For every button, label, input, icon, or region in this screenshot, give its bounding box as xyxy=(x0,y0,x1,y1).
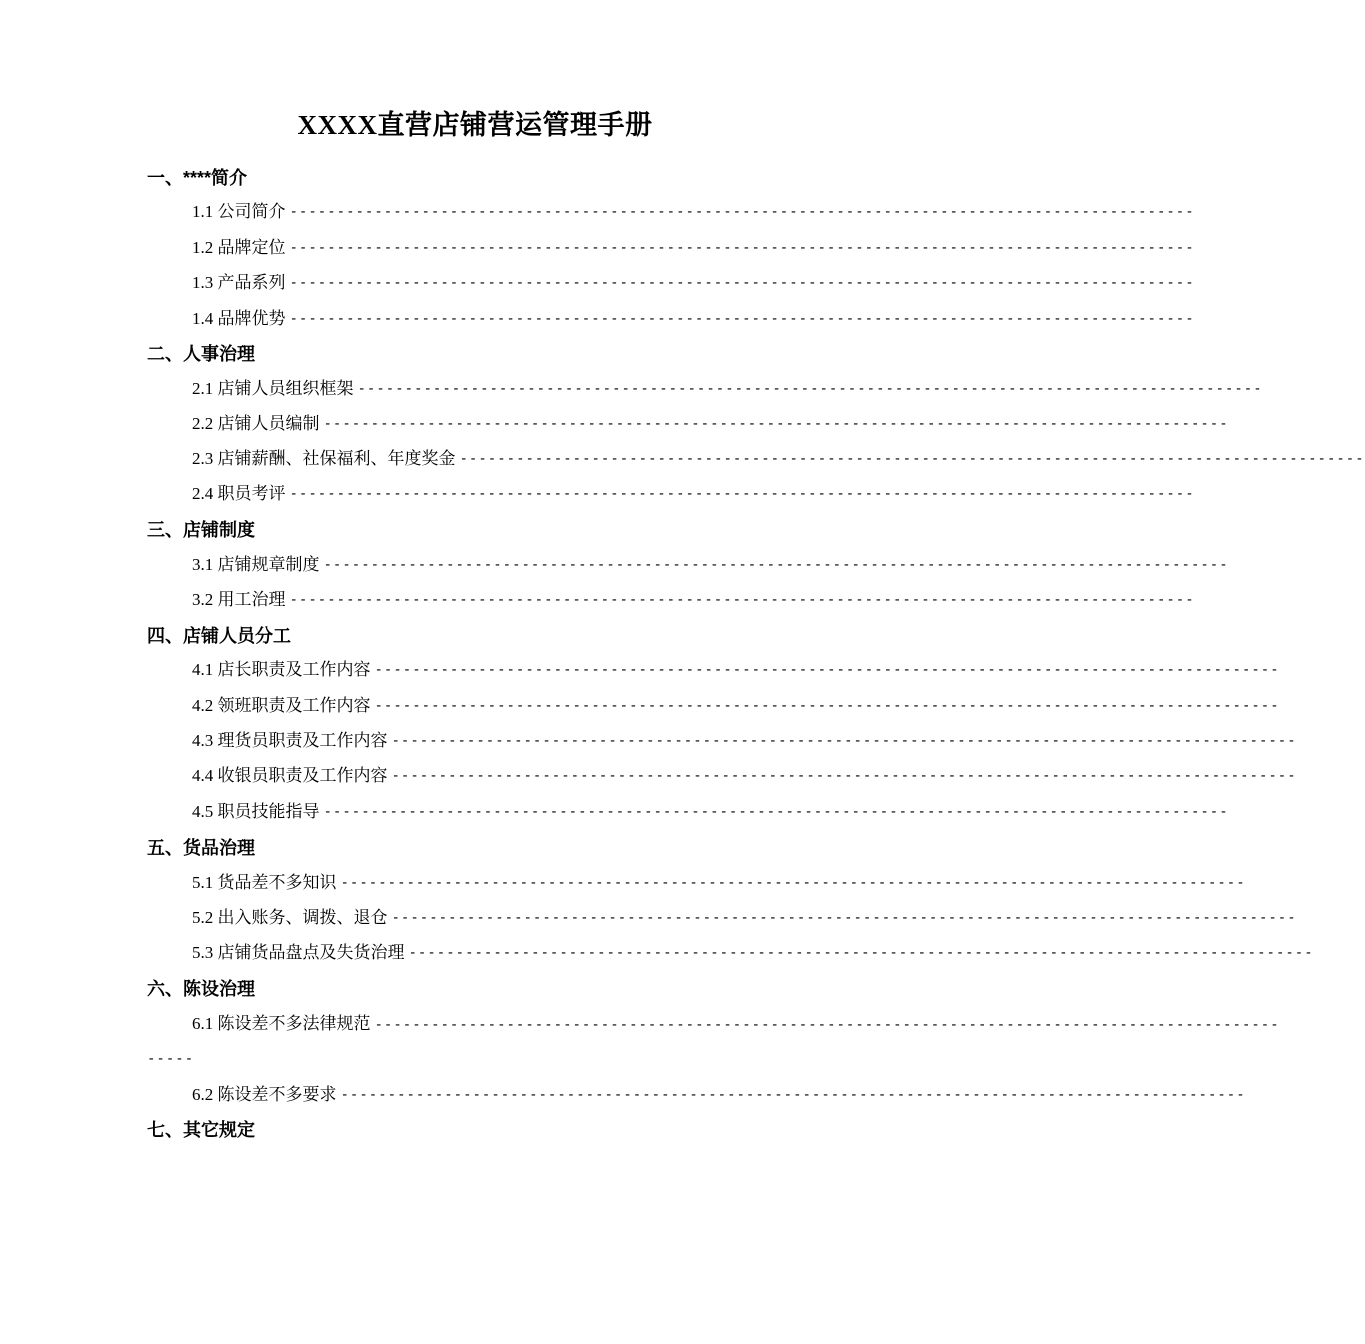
toc-entry-label: 2.4 职员考评 xyxy=(192,484,286,503)
toc-leader: ------------------------------------------------------------------------------------------------ xyxy=(391,733,1297,749)
toc-leader: ------------------------------------------------------------------------------------------------ xyxy=(374,1017,1280,1033)
toc-entry-label: 2.1 店铺人员组织框架 xyxy=(192,379,354,398)
toc-entry-label: 6.1 陈设差不多法律规范 xyxy=(192,1014,371,1033)
toc-leader: ------------------------------------------------------------------------------------------------ xyxy=(289,275,1195,291)
toc-entry-label: 2.2 店铺人员编制 xyxy=(192,414,320,433)
toc-leader: ------------------------------------------------------------------------------------------------ xyxy=(289,204,1195,220)
toc-leader-continuation: ----- xyxy=(147,1051,195,1067)
toc-leader: ------------------------------------------------------------------------------------------------ xyxy=(459,451,1365,467)
toc-entry xyxy=(192,230,1195,266)
toc-entry-label: 4.5 职员技能指导 xyxy=(192,802,320,821)
toc-leader: ------------------------------------------------------------------------------------------------ xyxy=(323,416,1229,432)
toc-entry xyxy=(192,758,1297,794)
toc-entry-label: 4.4 收银员职责及工作内容 xyxy=(192,766,388,785)
section-heading: 二、人事治理 xyxy=(147,344,255,364)
toc-leader: ------------------------------------------------------------------------------------------------ xyxy=(323,557,1229,573)
toc-entry xyxy=(192,688,1280,724)
toc-leader: ------------------------------------------------------------------------------------------------ xyxy=(289,240,1195,256)
toc-entry xyxy=(192,406,1229,442)
toc-leader: ------------------------------------------------------------------------------------------------ xyxy=(289,592,1195,608)
section-heading: 六、陈设治理 xyxy=(147,979,255,999)
toc-entry xyxy=(192,1006,1280,1043)
toc-entry xyxy=(192,371,1263,407)
toc-entry-label: 4.1 店长职责及工作内容 xyxy=(192,660,371,679)
toc-entry-label: 5.3 店铺货品盘点及失货治理 xyxy=(192,943,405,962)
toc-entry-label: 1.4 品牌优势 xyxy=(192,309,286,328)
toc-entry xyxy=(192,865,1246,901)
toc-entry xyxy=(192,935,1314,971)
toc-entry xyxy=(192,265,1195,301)
toc-leader: ------------------------------------------------------------------------------------------------ xyxy=(408,945,1314,961)
toc-entry-label: 1.3 产品系列 xyxy=(192,273,286,292)
page-title: XXXX直营店铺营运管理手册 xyxy=(297,110,653,140)
toc-entry-label: 6.2 陈设差不多要求 xyxy=(192,1085,337,1104)
toc-leader: ------------------------------------------------------------------------------------------------ xyxy=(289,311,1195,327)
toc-entry-label: 1.1 公司简介 xyxy=(192,202,286,221)
section-heading: 五、货品治理 xyxy=(147,838,255,858)
toc-entry xyxy=(192,476,1195,512)
toc-leader: ------------------------------------------------------------------------------------------------ xyxy=(374,698,1280,714)
toc-entry xyxy=(192,1077,1246,1113)
toc-entry-label: 4.3 理货员职责及工作内容 xyxy=(192,731,388,750)
section-heading: 四、店铺人员分工 xyxy=(147,626,291,646)
toc-entry-label: 3.1 店铺规章制度 xyxy=(192,555,320,574)
toc-entry-label: 5.2 出入账务、调拨、退仓 xyxy=(192,908,388,927)
toc-entry-label: 4.2 领班职责及工作内容 xyxy=(192,696,371,715)
toc-entry xyxy=(192,723,1297,759)
section-heading: 三、店铺制度 xyxy=(147,520,255,540)
toc-leader: ------------------------------------------------------------------------------------------------ xyxy=(391,768,1297,784)
toc-entry-label: 1.2 品牌定位 xyxy=(192,238,286,257)
toc-leader: ------------------------------------------------------------------------------------------------ xyxy=(357,381,1263,397)
section-heading: 一、****简介 xyxy=(147,168,248,188)
toc-entry xyxy=(192,194,1195,230)
toc-entry-label: 3.2 用工治理 xyxy=(192,590,286,609)
toc-leader: ------------------------------------------------------------------------------------------------ xyxy=(289,486,1195,502)
toc-leader: ------------------------------------------------------------------------------------------------ xyxy=(340,875,1246,891)
toc-entry-label: 2.3 店铺薪酬、社保福利、年度奖金 xyxy=(192,449,456,468)
toc-entry xyxy=(192,582,1195,618)
toc-leader: ------------------------------------------------------------------------------------------------ xyxy=(391,910,1297,926)
toc-entry xyxy=(192,301,1195,337)
toc-leader: ------------------------------------------------------------------------------------------------ xyxy=(374,662,1280,678)
toc-entry xyxy=(192,900,1297,936)
toc-entry-label: 5.1 货品差不多知识 xyxy=(192,873,337,892)
section-heading: 七、其它规定 xyxy=(147,1120,255,1140)
toc-leader: ------------------------------------------------------------------------------------------------ xyxy=(340,1087,1246,1103)
toc-entry xyxy=(192,441,1365,477)
toc-entry xyxy=(192,652,1280,688)
toc-entry xyxy=(192,794,1229,830)
toc-leader: ------------------------------------------------------------------------------------------------ xyxy=(323,804,1229,820)
toc-entry xyxy=(192,547,1229,583)
